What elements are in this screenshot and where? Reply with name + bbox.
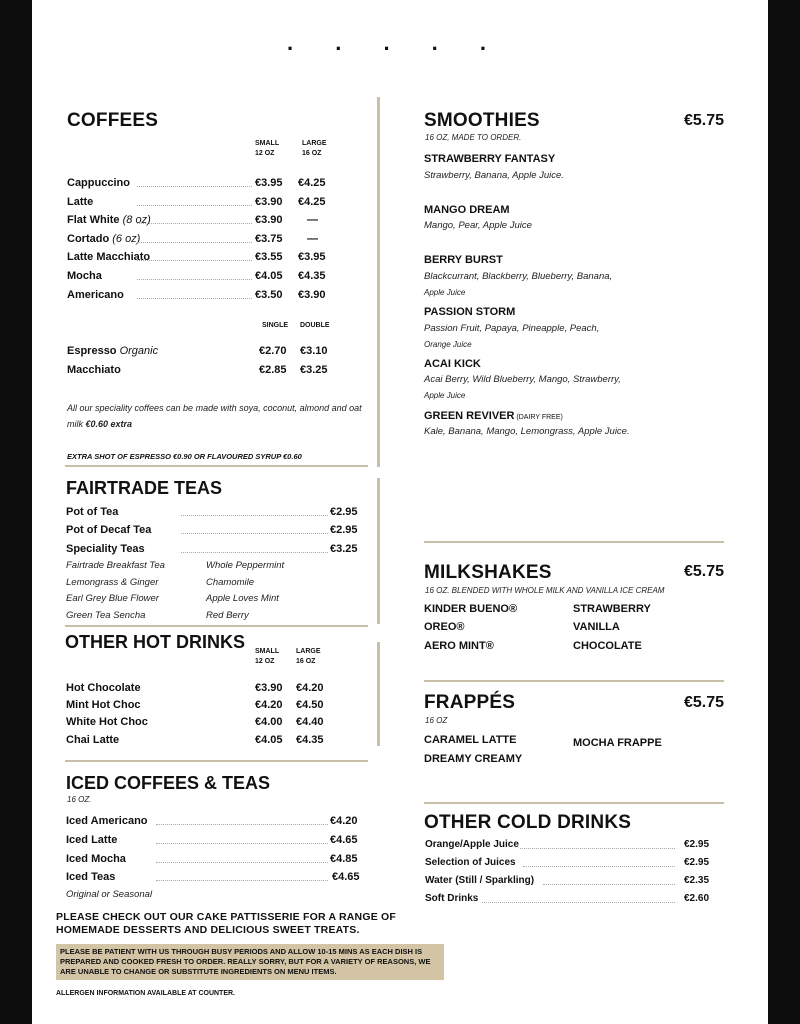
smoothie-ingredients: Apple Juice [424,288,466,297]
smoothie-desc [424,269,654,301]
size-header-large: LARGE 16 OZ [296,648,321,665]
divider [424,802,724,804]
item-name: Latte [67,196,94,208]
size-header-large: LARGE 16 OZ [302,140,327,157]
smoothie-ingredients: Acai Berry, Wild Blueberry, Mango, Strawberry, [424,374,621,385]
smoothies-subtitle: 16 OZ, MADE TO ORDER. [425,133,522,142]
item-name: Pot of Tea [66,506,119,518]
item-note: (6 oz) [109,233,141,245]
item-price: €3.75 [255,233,283,245]
menu-item-row [66,734,386,749]
item-price: €4.25 [298,177,326,189]
item-name: Speciality Teas [66,543,145,555]
menu-item-row [66,506,386,521]
menu-item-row [66,815,386,830]
tea-variety: Green Tea Sencha [66,610,146,621]
item-name: Latte Macchiato [67,251,151,263]
menu-item-row [66,524,386,539]
menu-item-row [67,177,387,192]
menu-item-row [67,214,387,229]
smoothie-desc [424,372,654,404]
menu-item-row [425,839,725,854]
milkshake-flavour: CHOCOLATE [573,640,642,652]
item-price: — [307,233,318,245]
menu-item-row [66,699,386,714]
menu-item-row [66,871,386,886]
item-name: Mocha [67,270,102,282]
menu-item-row [67,289,387,304]
single-label: SINGLE [262,322,289,329]
frappes-title: FRAPPÉS [424,692,516,713]
frappe-flavour: CARAMEL LATTE [424,734,517,746]
dotted-leader [156,862,328,863]
iced-teas-note: Original or Seasonal [66,889,153,900]
hot-drinks-title: OTHER HOT DRINKS [65,632,245,652]
item-name: Iced Mocha [66,853,126,865]
smoothie-name: MANGO DREAM [424,204,510,216]
iced-subtitle: 16 OZ. [67,795,92,804]
menu-item-row [67,364,387,379]
item-price: €4.00 [255,716,283,728]
item-name: Iced Teas [66,871,116,883]
dairy-free-tag: (DAIRY FREE) [514,414,563,421]
cold-drinks-title: OTHER COLD DRINKS [424,812,632,833]
patience-notice: PLEASE BE PATIENT WITH US THROUGH BUSY PERIODS AND ALLOW 10-15 MINS AS EACH DISH IS PREPARED AND COOKED FRESH TO ORDER. REALLY SORRY, BUT FOR A VARIETY OF REASONS, WE ARE UNABLE TO CHANGE OR SUBSTITUTE INGREDIENTS ON MENU ITEMS. [56,944,444,980]
item-name: Flat White (8 oz) [67,214,151,226]
menu-item-row [66,716,386,731]
item-price: €2.95 [330,506,358,518]
dotted-leader [156,843,328,844]
item-price: €3.55 [255,251,283,263]
item-price: €2.95 [684,839,710,850]
item-price: €3.95 [298,251,326,263]
divider [65,625,368,627]
tea-variety: Apple Loves Mint [206,593,279,604]
item-name: Iced Latte [66,834,118,846]
smoothies-price: €5.75 [684,112,725,129]
item-price: €3.10 [300,345,328,357]
coffees-title: COFFEES [67,110,159,131]
dotted-leader [137,298,252,299]
item-name: Cortado (6 oz) [67,233,141,245]
item-price: €2.60 [684,893,710,904]
dotted-leader [137,186,252,187]
milkshake-flavour: STRAWBERRY [573,603,651,615]
item-price: — [307,214,318,226]
tea-variety: Earl Grey Blue Flower [66,593,159,604]
item-price: €4.65 [330,834,358,846]
item-price: €4.05 [255,270,283,282]
milk-note: All our speciality coffees can be made with soya, coconut, almond and oat milk €0.60 extra [67,403,362,429]
milkshake-flavour: VANILLA [573,621,620,633]
smoothie-ingredients: Strawberry, Banana, Apple Juice. [424,170,564,181]
tea-variety: Red Berry [206,610,249,621]
item-price: €4.85 [330,853,358,865]
item-name: Espresso Organic [67,345,159,357]
item-price: €2.95 [684,857,710,868]
menu-item-row [425,893,725,908]
smoothies-title: SMOOTHIES [424,110,540,131]
item-name: Orange/Apple Juice [425,839,519,850]
tea-variety: Chamomile [206,577,255,588]
milkshakes-price: €5.75 [684,563,725,580]
milkshake-flavour: KINDER BUENO® [424,603,518,615]
item-price: €3.25 [330,543,358,555]
dotted-leader [523,866,675,867]
item-price: €4.50 [296,699,324,711]
item-price: €3.25 [300,364,328,376]
item-price: €2.70 [259,345,287,357]
item-name: Macchiato [67,364,121,376]
frappes-price: €5.75 [684,694,725,711]
item-note: (8 oz) [119,214,151,226]
iced-title: ICED COFFEES & TEAS [66,773,271,793]
smoothie-name: STRAWBERRY FANTASY [424,153,556,165]
allergen-note: ALLERGEN INFORMATION AVAILABLE AT COUNTER. [56,990,236,997]
smoothie-name: GREEN REVIVER (DAIRY FREE) [424,410,563,422]
menu-item-row [66,834,386,849]
item-price: €4.20 [296,682,324,694]
dotted-leader [137,242,252,243]
item-price: €4.35 [298,270,326,282]
dotted-leader [181,552,328,553]
item-price: €2.35 [684,875,710,886]
dotted-leader [156,824,328,825]
size-header-small: SMALL 12 OZ [255,140,280,157]
smoothie-name: BERRY BURST [424,254,503,266]
divider [65,465,368,467]
item-name: Water (Still / Sparkling) [425,875,535,886]
extra-shot-note: EXTRA SHOT OF ESPRESSO €0.90 OR FLAVOURED SYRUP €0.60 [67,452,302,461]
item-name: Americano [67,289,124,301]
menu-item-row [67,270,387,285]
item-price: €4.40 [296,716,324,728]
dotted-leader [137,279,252,280]
header-dots: . . . . . [287,30,505,55]
teas-title: FAIRTRADE TEAS [66,478,223,498]
menu-item-row [66,853,386,868]
dotted-leader [181,533,328,534]
frappe-flavour: MOCHA FRAPPE [573,737,662,749]
item-price: €4.65 [332,871,360,883]
item-price: €3.90 [255,682,283,694]
smoothie-desc [424,321,654,353]
menu-item-row [425,857,725,872]
tea-variety: Lemongrass & Ginger [66,577,159,588]
size-header-small: SMALL 12 OZ [255,648,280,665]
milkshake-flavour: AERO MINT® [424,640,494,652]
milkshake-flavour: OREO® [424,621,465,633]
dotted-leader [137,223,252,224]
dotted-leader [520,848,675,849]
smoothie-desc [424,424,654,440]
menu-item-row [67,196,387,211]
item-name: Hot Chocolate [66,682,141,694]
item-name: Mint Hot Choc [66,699,141,711]
item-name: Iced Americano [66,815,148,827]
item-price: €4.05 [255,734,283,746]
item-price: €2.85 [259,364,287,376]
menu-item-row [67,345,387,360]
dotted-leader [137,260,252,261]
item-price: €3.90 [255,214,283,226]
smoothie-ingredients: Passion Fruit, Papaya, Pineapple, Peach, [424,323,600,334]
item-name: White Hot Choc [66,716,148,728]
dotted-leader [156,880,328,881]
cake-note: PLEASE CHECK OUT OUR CAKE PATTISSERIE FOR A RANGE OF HOMEMADE DESSERTS AND DELICIOUS SWEET TREATS. [56,911,397,936]
item-price: €3.50 [255,289,283,301]
item-price: €3.95 [255,177,283,189]
tea-variety: Whole Peppermint [206,560,285,571]
divider [65,760,368,762]
smoothie-ingredients: Blackcurrant, Blackberry, Blueberry, Banana, [424,271,613,282]
milkshakes-title: MILKSHAKES [424,562,552,583]
menu-item-row [66,543,386,558]
smoothie-ingredients: Orange Juice [424,340,472,349]
frappes-subtitle: 16 OZ [425,716,448,725]
item-price: €3.90 [255,196,283,208]
item-price: €4.35 [296,734,324,746]
smoothie-desc [424,218,654,234]
divider [424,541,724,543]
menu-page [32,0,768,1024]
frappe-flavour: DREAMY CREAMY [424,753,523,765]
smoothie-ingredients: Apple Juice [424,391,466,400]
item-note: Organic [116,345,159,357]
smoothie-name: ACAI KICK [424,358,481,370]
smoothie-desc [424,168,654,184]
item-price: €3.90 [298,289,326,301]
item-price: €2.95 [330,524,358,536]
smoothie-ingredients: Mango, Pear, Apple Juice [424,220,532,231]
dotted-leader [181,515,328,516]
item-price: €4.25 [298,196,326,208]
double-label: DOUBLE [300,322,330,329]
menu-item-row [425,875,725,890]
menu-item-row [67,233,387,248]
item-price: €4.20 [330,815,358,827]
tea-variety: Fairtrade Breakfast Tea [66,560,165,571]
item-name: Soft Drinks [425,893,479,904]
dotted-leader [482,902,675,903]
dotted-leader [543,884,675,885]
milkshakes-subtitle: 16 OZ. BLENDED WITH WHOLE MILK AND VANILLA ICE CREAM [425,586,665,595]
dotted-leader [137,205,252,206]
item-name: Cappuccino [67,177,130,189]
item-price: €4.20 [255,699,283,711]
menu-item-row [67,251,387,266]
divider [424,680,724,682]
item-name: Selection of Juices [425,857,516,868]
smoothie-name: PASSION STORM [424,306,516,318]
item-name: Pot of Decaf Tea [66,524,152,536]
menu-item-row [66,682,386,697]
smoothie-ingredients: Kale, Banana, Mango, Lemongrass, Apple Juice. [424,426,630,437]
item-name: Chai Latte [66,734,120,746]
